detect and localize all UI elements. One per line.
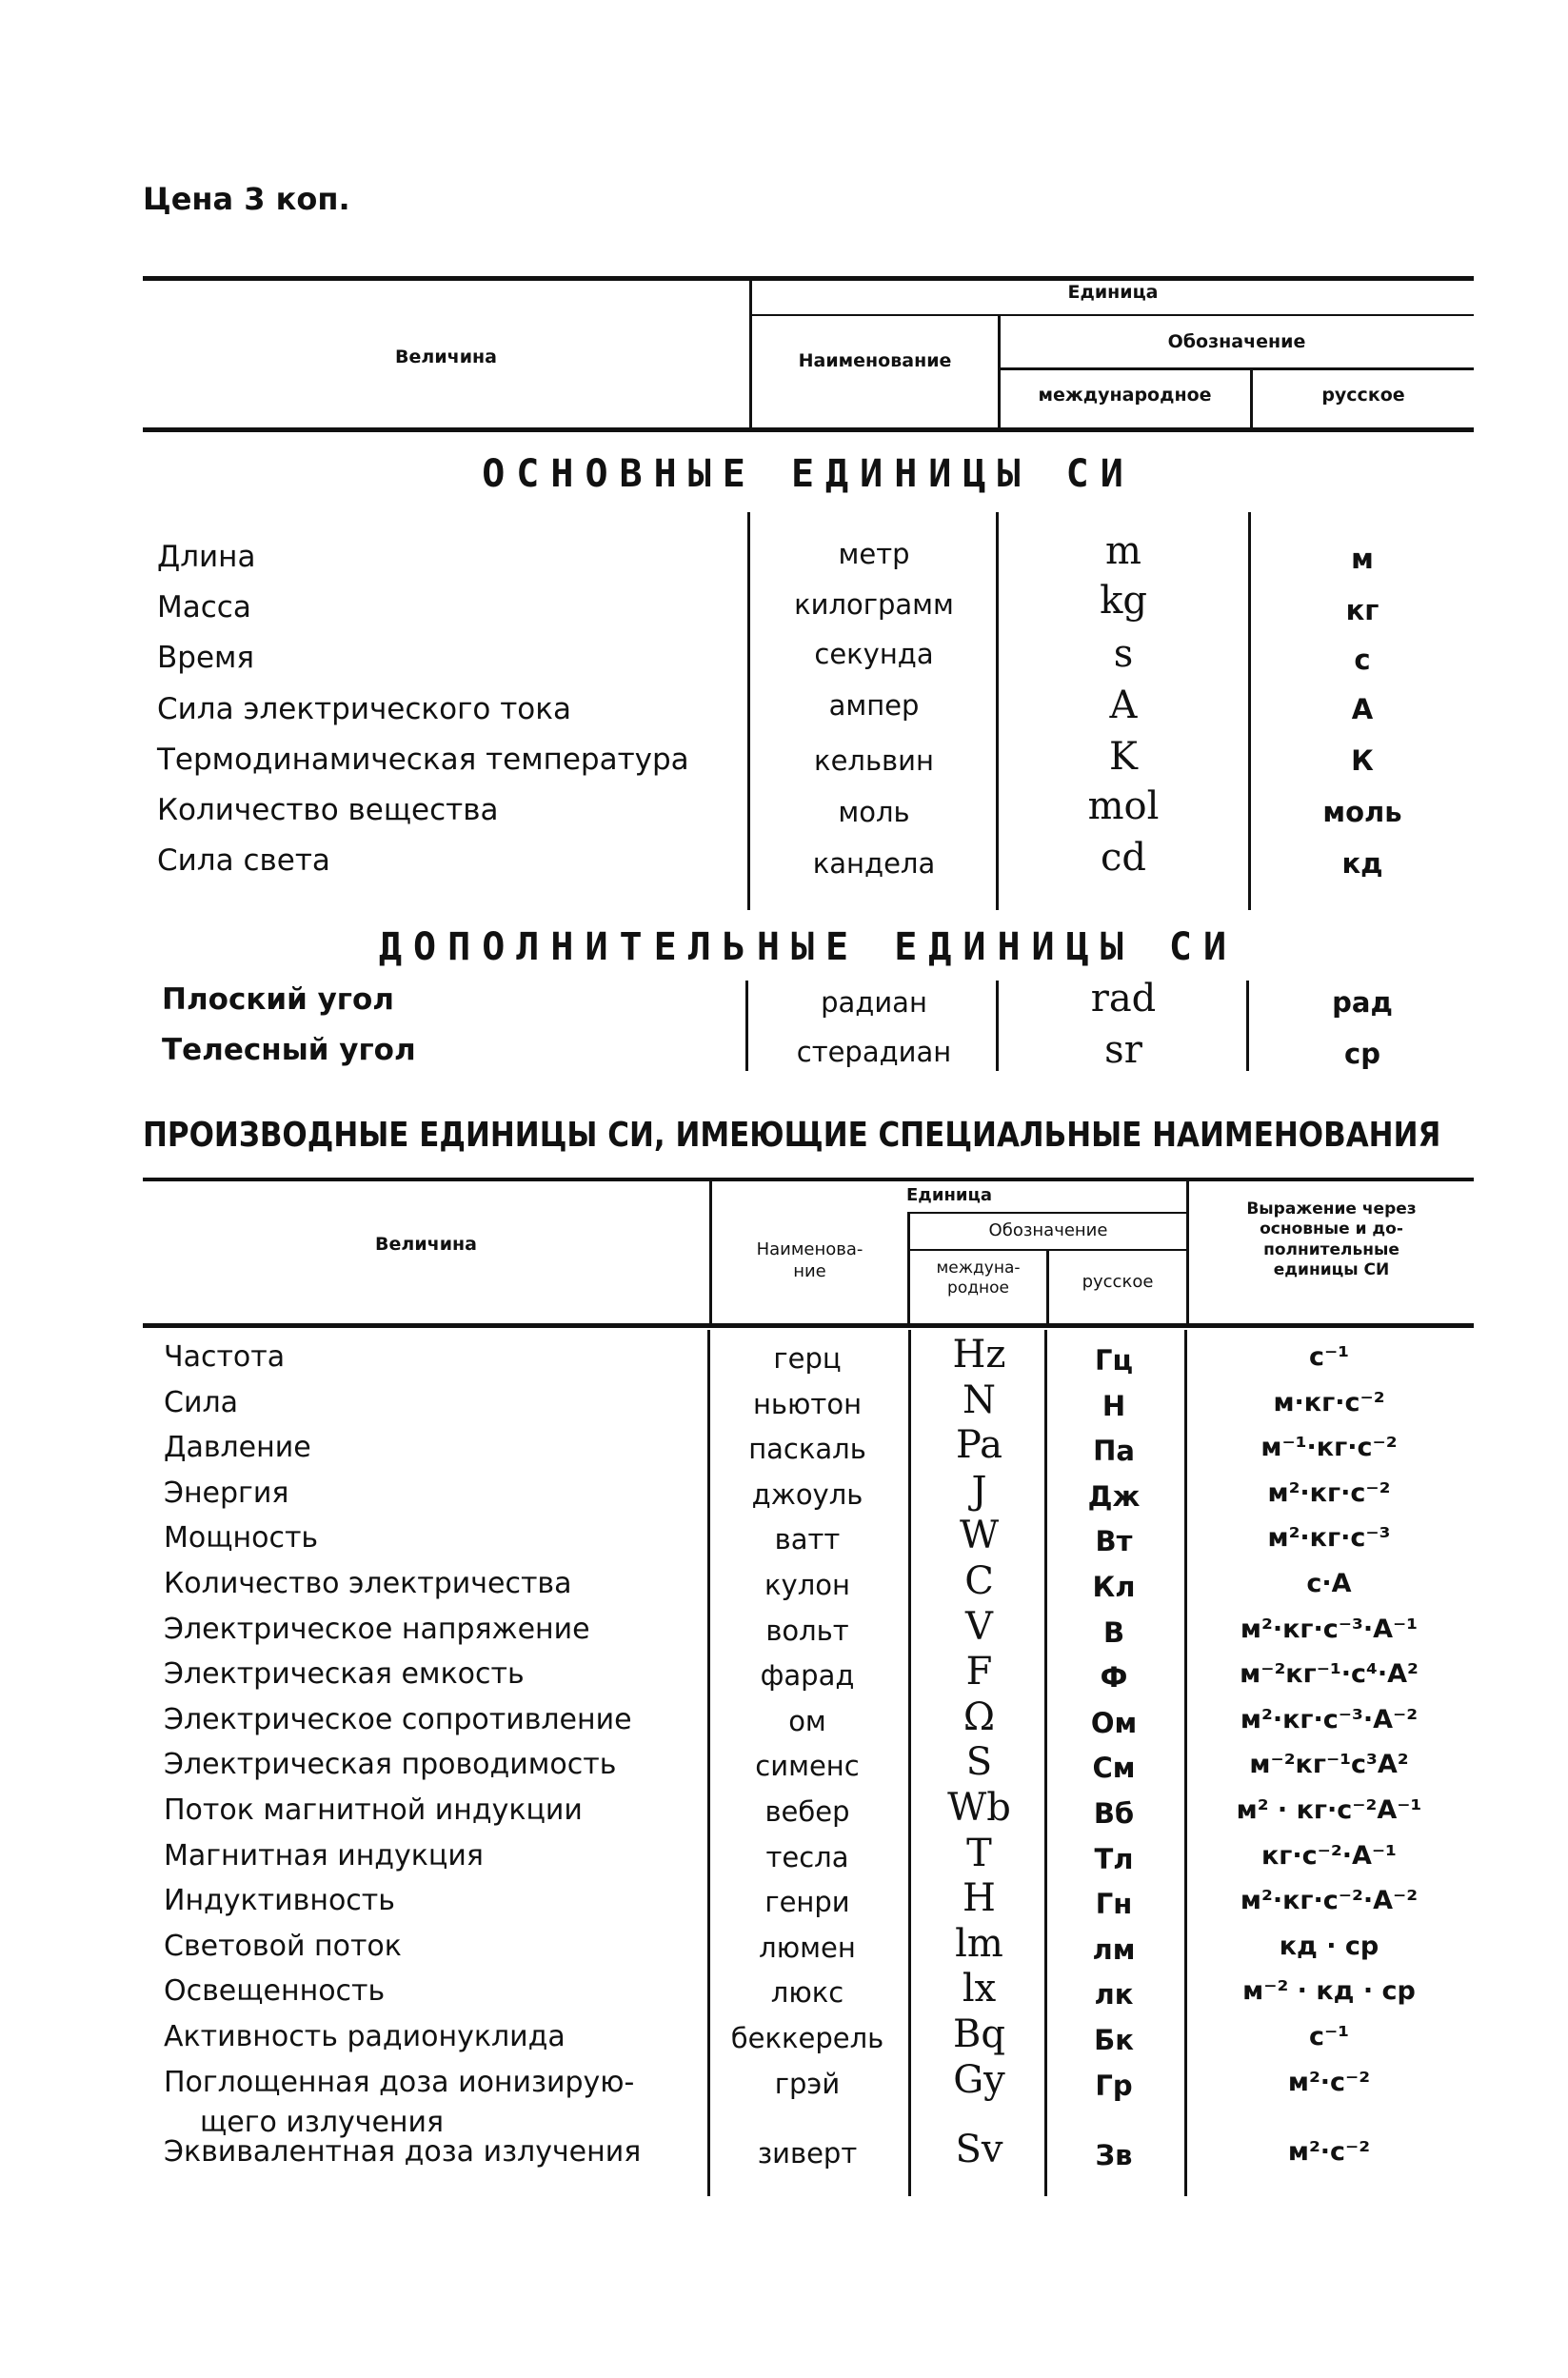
quantity-name: Световой поток xyxy=(164,1929,402,1963)
quantity-name: Плоский угол xyxy=(162,982,395,1017)
russian-symbol: кд xyxy=(1341,847,1383,880)
russian-symbol: Тл xyxy=(1094,1842,1134,1875)
section-title-supplementary: ДОПОЛНИТЕЛЬНЫЕ ЕДИНИЦЫ СИ xyxy=(378,925,1239,969)
intl-symbol: H xyxy=(963,1876,996,1921)
intl-symbol: Wb xyxy=(947,1786,1011,1830)
intl-symbol: m xyxy=(1105,529,1141,573)
derived-header-quantity: Величина xyxy=(375,1234,477,1255)
derived-header-expression: Выражение через основные и до- полнительные единицы СИ xyxy=(1246,1199,1417,1279)
russian-symbol: лк xyxy=(1094,1978,1134,2011)
intl-symbol: kg xyxy=(1100,579,1147,623)
quantity-name: Длина xyxy=(157,540,256,574)
quantity-name: Поток магнитной индукции xyxy=(164,1793,583,1827)
price-label: Цена 3 коп. xyxy=(143,181,350,217)
unit-name: тесла xyxy=(765,1840,849,1873)
expression: м²·кг·с⁻² xyxy=(1267,1477,1391,1508)
russian-symbol: Гц xyxy=(1095,1344,1133,1377)
intl-symbol: sr xyxy=(1104,1028,1142,1072)
quantity-name: Электрическое сопротивление xyxy=(164,1702,632,1736)
quantity-name: Электрическая проводимость xyxy=(164,1748,617,1782)
unit-name: метр xyxy=(838,538,910,570)
unit-name: ватт xyxy=(774,1523,841,1556)
intl-symbol: W xyxy=(959,1514,1000,1558)
quantity-name: Мощность xyxy=(164,1521,319,1556)
unit-name: вольт xyxy=(765,1614,849,1647)
russian-symbol: Дж xyxy=(1087,1479,1141,1513)
intl-symbol: V xyxy=(965,1604,993,1649)
unit-name: грэй xyxy=(774,2067,841,2100)
russian-symbol: Зв xyxy=(1095,2139,1133,2172)
derived-header-unit: Единица xyxy=(906,1185,992,1205)
quantity-name: Поглощенная доза ионизирую- xyxy=(164,2065,635,2099)
intl-symbol: s xyxy=(1113,632,1134,676)
unit-name: кандела xyxy=(812,847,936,880)
quantity-name: Энергия xyxy=(164,1476,289,1510)
expression: м² · кг·с⁻²А⁻¹ xyxy=(1236,1795,1422,1825)
intl-symbol: rad xyxy=(1090,977,1157,1021)
header-unit: Единица xyxy=(1067,282,1159,303)
expression: м²·кг·с⁻³·А⁻² xyxy=(1240,1704,1419,1734)
quantity-name: Электрическая емкость xyxy=(164,1657,525,1692)
expression: м²·с⁻² xyxy=(1287,2137,1371,2168)
header-quantity: Величина xyxy=(395,347,497,367)
russian-symbol: кг xyxy=(1345,594,1379,626)
intl-symbol: lm xyxy=(955,1921,1003,1966)
expression: с⁻¹ xyxy=(1308,2022,1350,2051)
expression: кг·с⁻²·А⁻¹ xyxy=(1260,1840,1397,1871)
expression: м⁻²кг⁻¹с³А² xyxy=(1249,1750,1409,1780)
intl-symbol: F xyxy=(965,1650,993,1694)
header-russian: русское xyxy=(1321,385,1405,406)
quantity-name: Сила электрического тока xyxy=(157,692,571,726)
unit-name: кельвин xyxy=(814,744,934,777)
intl-symbol: cd xyxy=(1100,836,1146,880)
intl-symbol: Pa xyxy=(956,1423,1002,1468)
russian-symbol: Гн xyxy=(1095,1888,1133,1921)
intl-symbol: Hz xyxy=(952,1333,1006,1377)
quantity-name: Давление xyxy=(164,1431,311,1465)
quantity-name: Эквивалентная доза излучения xyxy=(164,2135,642,2170)
russian-symbol: лм xyxy=(1092,1932,1136,1966)
russian-symbol: Вб xyxy=(1093,1797,1135,1830)
unit-name: сименс xyxy=(755,1750,860,1783)
russian-symbol: Ф xyxy=(1100,1661,1128,1694)
russian-symbol: Па xyxy=(1093,1435,1135,1468)
unit-name: ампер xyxy=(828,689,920,722)
quantity-name: Масса xyxy=(157,590,251,624)
unit-name: килограмм xyxy=(794,588,954,621)
russian-symbol: Кл xyxy=(1092,1571,1136,1603)
unit-name: генри xyxy=(764,1886,850,1919)
russian-symbol: м xyxy=(1351,543,1374,575)
expression: м·кг·с⁻² xyxy=(1273,1387,1385,1417)
quantity-name: Сила xyxy=(164,1385,239,1419)
expression: кд · ср xyxy=(1279,1931,1379,1961)
russian-symbol: Гр xyxy=(1095,2069,1133,2102)
expression: м⁻² · кд · ср xyxy=(1242,1976,1416,2007)
quantity-name: Телесный угол xyxy=(162,1033,416,1067)
unit-name: кулон xyxy=(764,1569,850,1601)
section-title-base: ОСНОВНЫЕ ЕДИНИЦЫ СИ xyxy=(482,452,1135,496)
quantity-name: Количество электричества xyxy=(164,1567,572,1600)
quantity-name: Время xyxy=(157,641,255,675)
intl-symbol: N xyxy=(963,1377,996,1422)
intl-symbol: mol xyxy=(1087,784,1160,828)
russian-symbol: моль xyxy=(1322,796,1402,828)
quantity-name: Активность радионуклида xyxy=(164,2020,566,2053)
unit-name: джоуль xyxy=(751,1477,863,1511)
unit-name: беккерель xyxy=(730,2022,884,2054)
intl-symbol: A xyxy=(1109,684,1138,727)
intl-symbol: Gy xyxy=(953,2057,1005,2102)
header-designation: Обозначение xyxy=(1167,331,1306,352)
header-name: Наименование xyxy=(798,350,952,371)
intl-symbol: Bq xyxy=(953,2012,1005,2056)
unit-name: моль xyxy=(838,796,910,828)
expression: с⁻¹ xyxy=(1308,1342,1350,1372)
unit-name: герц xyxy=(773,1342,842,1375)
quantity-name: Освещенность xyxy=(164,1974,386,2009)
intl-symbol: Sv xyxy=(955,2128,1003,2172)
unit-name: ньютон xyxy=(752,1387,863,1420)
unit-name: люмен xyxy=(759,1931,856,1964)
expression: м²·кг·с⁻³ xyxy=(1267,1523,1391,1554)
intl-symbol: C xyxy=(964,1559,994,1603)
russian-symbol: Вт xyxy=(1095,1525,1133,1558)
unit-name: люкс xyxy=(770,1976,844,2010)
derived-header-designation: Обозначение xyxy=(988,1220,1108,1240)
russian-symbol: Ом xyxy=(1090,1706,1138,1739)
quantity-name: Электрическое напряжение xyxy=(164,1612,590,1646)
russian-symbol: ср xyxy=(1344,1038,1380,1070)
unit-name: стерадиан xyxy=(796,1036,952,1068)
unit-name: фарад xyxy=(760,1659,855,1693)
expression: м²·с⁻² xyxy=(1287,2067,1371,2097)
unit-name: ом xyxy=(788,1704,826,1737)
intl-symbol: S xyxy=(965,1740,993,1785)
intl-symbol: J xyxy=(971,1468,987,1513)
intl-symbol: K xyxy=(1109,735,1138,779)
expression: м²·кг·с⁻²·А⁻² xyxy=(1240,1886,1419,1916)
unit-name: паскаль xyxy=(748,1433,866,1466)
unit-name: зиверт xyxy=(757,2137,858,2170)
header-international: международное xyxy=(1038,385,1212,406)
expression: м⁻²кг⁻¹·с⁴·А² xyxy=(1240,1659,1419,1690)
unit-name: вебер xyxy=(764,1795,850,1828)
intl-symbol: lx xyxy=(962,1967,997,2011)
russian-symbol: с xyxy=(1354,644,1371,676)
russian-symbol: А xyxy=(1351,693,1374,725)
quantity-name: Термодинамическая температура xyxy=(157,743,689,777)
quantity-name: Сила света xyxy=(157,843,330,878)
russian-symbol: Н xyxy=(1102,1389,1126,1422)
derived-header-international: междуна- родное xyxy=(936,1258,1021,1298)
russian-symbol: К xyxy=(1351,744,1374,777)
russian-symbol: См xyxy=(1092,1752,1136,1785)
intl-symbol: Ω xyxy=(963,1694,996,1739)
expression: м⁻¹·кг·с⁻² xyxy=(1260,1433,1398,1463)
quantity-name: Индуктивность xyxy=(164,1884,395,1918)
unit-name: радиан xyxy=(821,986,927,1019)
russian-symbol: В xyxy=(1102,1615,1125,1649)
derived-header-russian: русское xyxy=(1082,1272,1154,1292)
expression: с·А xyxy=(1306,1569,1352,1598)
russian-symbol: рад xyxy=(1332,986,1393,1019)
intl-symbol: T xyxy=(966,1831,992,1875)
derived-header-name: Наименова- ние xyxy=(756,1239,863,1281)
unit-name: секунда xyxy=(814,638,934,670)
russian-symbol: Бк xyxy=(1094,2024,1134,2056)
section-title-derived: ПРОИЗВОДНЫЕ ЕДИНИЦЫ СИ, ИМЕЮЩИЕ СПЕЦИАЛЬНЫЕ НАИМЕНОВАНИЯ xyxy=(143,1116,1441,1155)
quantity-name: Частота xyxy=(164,1340,286,1374)
quantity-name: Количество вещества xyxy=(157,793,499,827)
quantity-name: Магнитная индукция xyxy=(164,1838,484,1873)
expression: м²·кг·с⁻³·А⁻¹ xyxy=(1240,1614,1419,1644)
quantity-name-continued: щего излучения xyxy=(200,2105,445,2139)
